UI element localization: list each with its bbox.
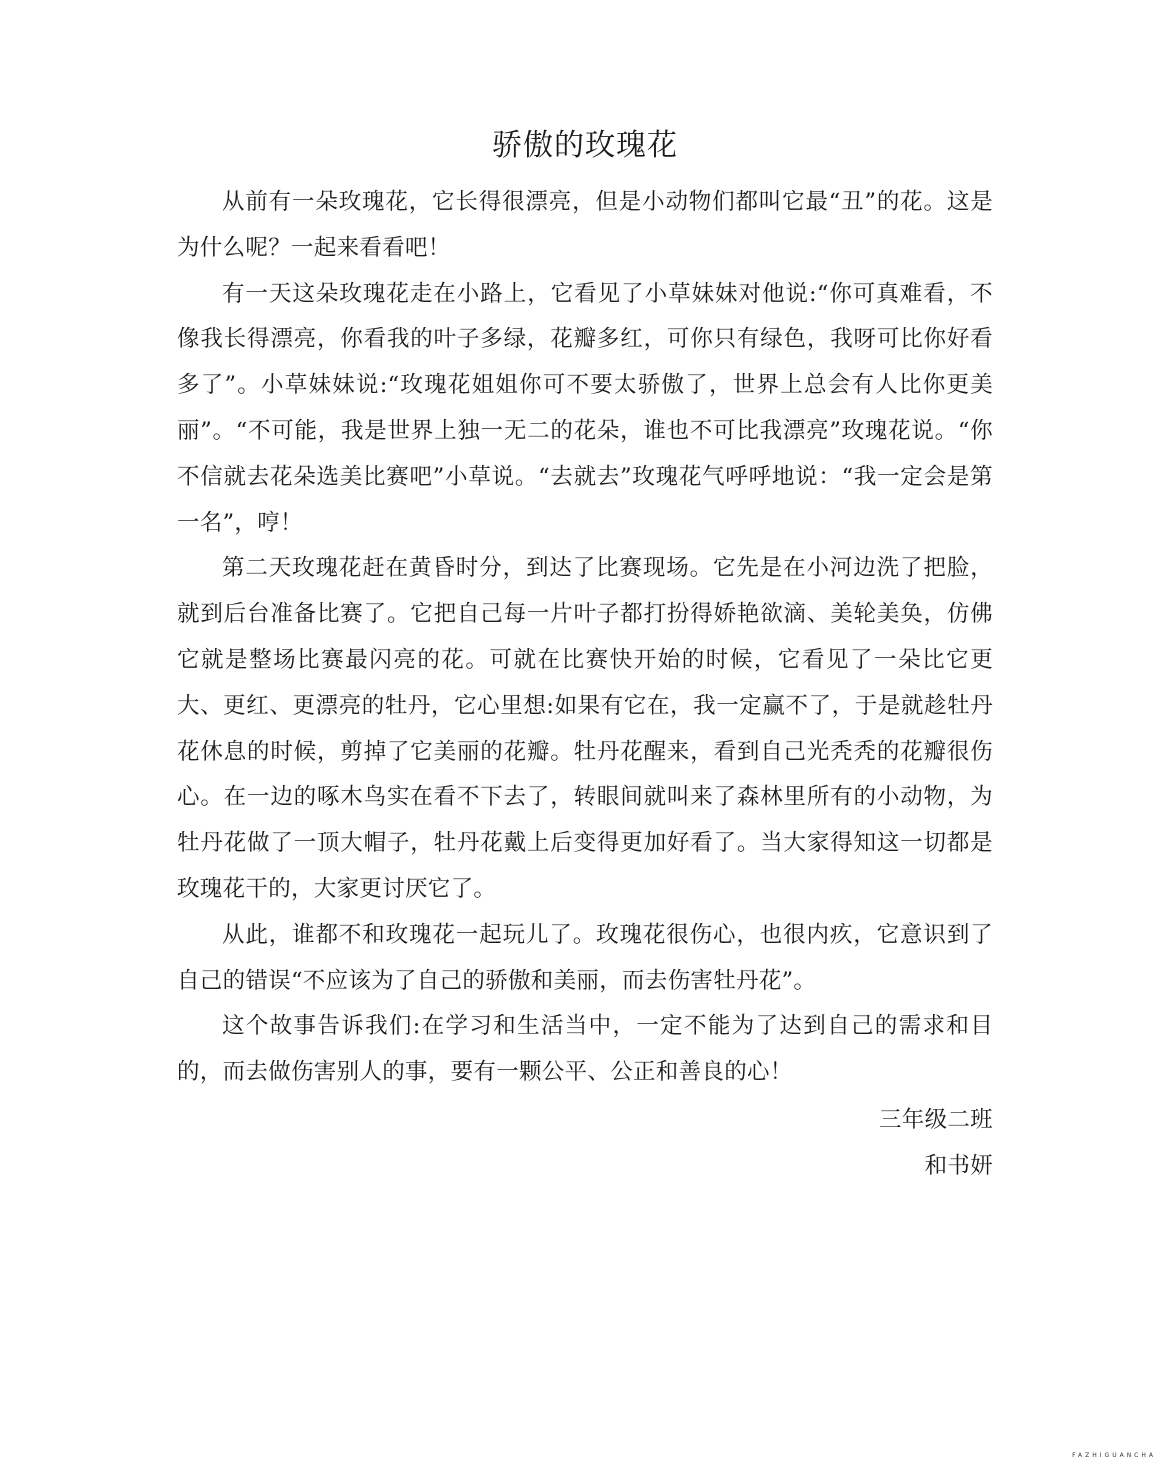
paragraph-4: 从此，谁都不和玫瑰花一起玩儿了。玫瑰花很伤心，也很内疚，它意识到了自己的错误“不应该为了自己的骄傲和美丽，而去伤害牡丹花”。 [177, 921, 993, 994]
paragraph-5: 这个故事告诉我们:在学习和生活当中，一定不能为了达到自己的需求和目的，而去做伤害别人的事，要有一颗公平、公正和善良的心！ [177, 1013, 993, 1086]
watermark-text: FAZHIGUANCHA [1072, 1452, 1156, 1459]
story-title: 骄傲的玫瑰花 [492, 128, 678, 163]
author-name: 和书妍 [924, 1152, 993, 1179]
paragraph-3: 第二天玫瑰花赶在黄昏时分，到达了比赛现场。它先是在小河边洗了把脸，就到后台准备比赛了。它把自己每一片叶子都打扮得娇艳欲滴、美轮美奂，仿佛它就是整场比赛最闪亮的花。可就在比赛快开始的时候，它看见了一朵比它更大、更红、更漂亮的牡丹，它心里想:如果有它在，我一定赢不了，于是就趁牡丹花休息的时候，剪掉了它美丽的花瓣。牡丹花醒来，看到自己光秃秃的花瓣很伤心。在一边的啄木鸟实在看不下去了，转眼间就叫来了森林里所有的小动物，为牡丹花做了一顶大帽子，牡丹花戴上后变得更加好看了。当大家得知这一切都是玫瑰花干的，大家更讨厌它了。 [177, 555, 993, 902]
paragraph-2: 有一天这朵玫瑰花走在小路上，它看见了小草妹妹对他说:“你可真难看，不像我长得漂亮，你看我的叶子多绿，花瓣多红，可你只有绿色，我呀可比你好看多了”。小草妹妹说:“玫瑰花姐姐你可不要太骄傲了，世界上总会有人比你更美丽”。“不可能，我是世界上独一无二的花朵，谁也不可比我漂亮”玫瑰花说。“你不信就去花朵选美比赛吧”小草说。“去就去”玫瑰花气呼呼地说：“我一定会是第一名”，哼！ [177, 280, 993, 536]
author-class: 三年级二班 [878, 1106, 993, 1133]
paragraph-1: 从前有一朵玫瑰花，它长得很漂亮，但是小动物们都叫它最“丑”的花。这是为什么呢？一起来看看吧！ [177, 189, 993, 261]
story-body [177, 120, 993, 1190]
